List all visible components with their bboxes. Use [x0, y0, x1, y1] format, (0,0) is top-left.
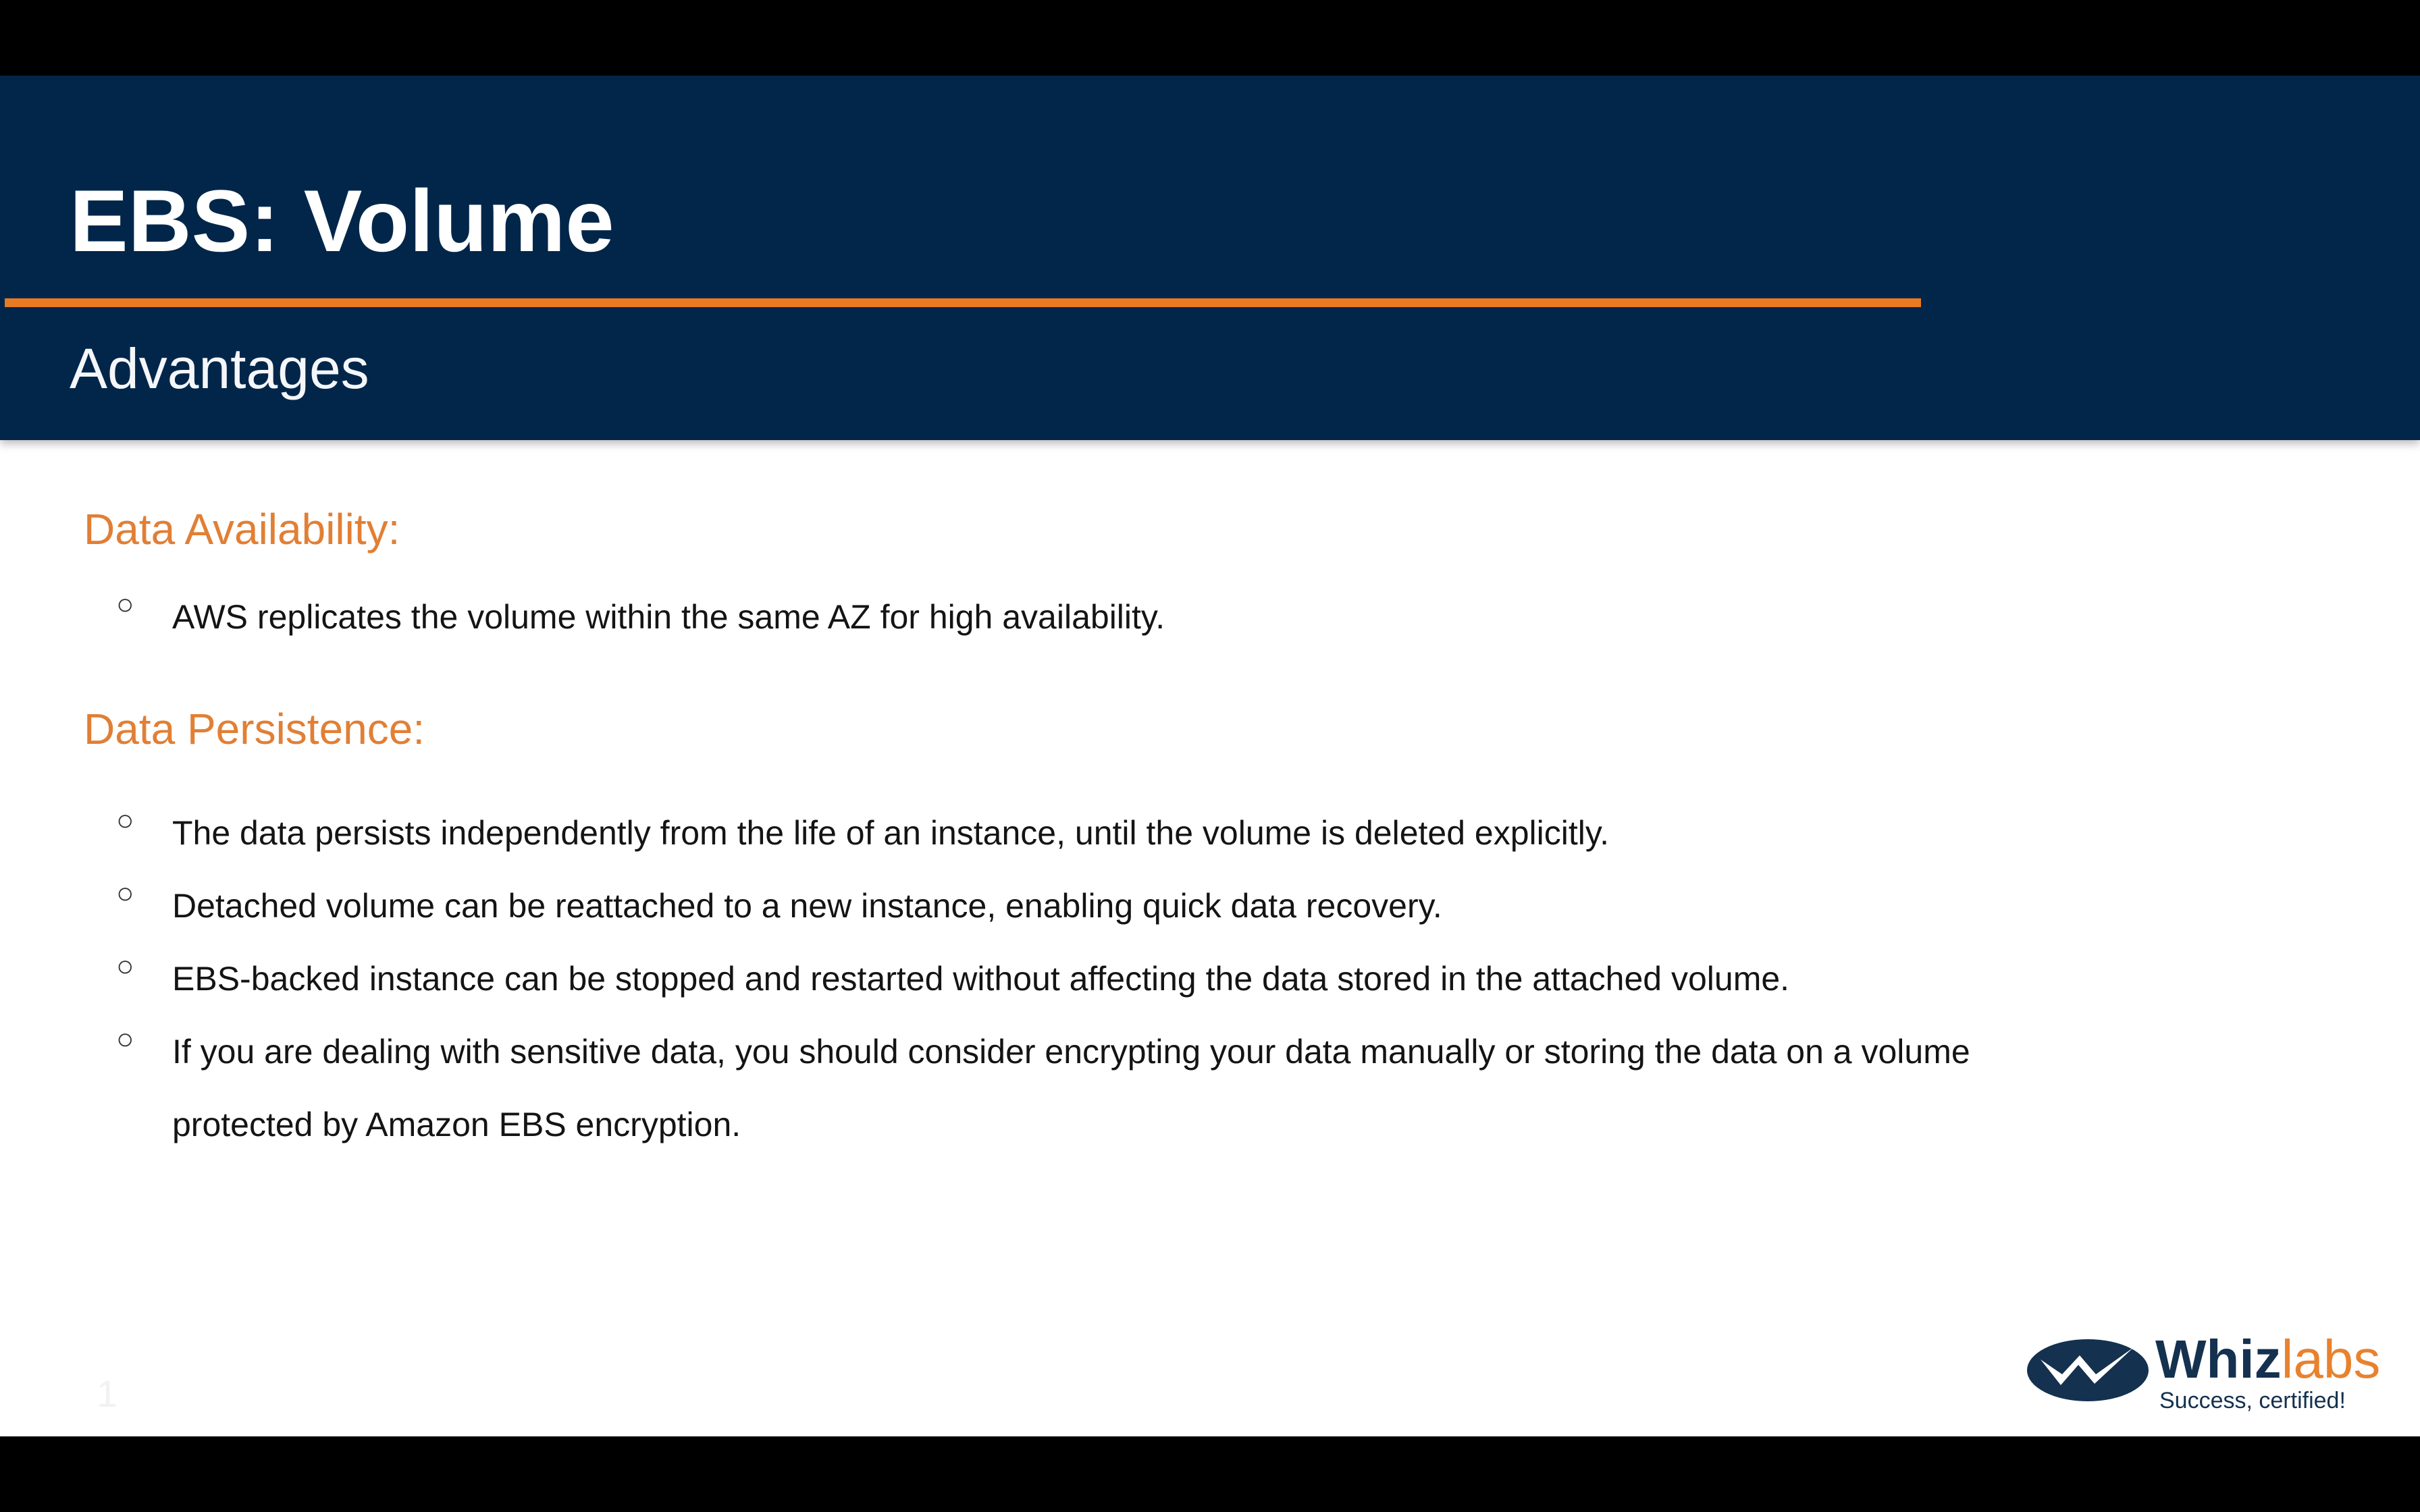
- bullet-circle-icon: ○: [116, 804, 134, 837]
- bullet-item: [0, 796, 2093, 869]
- section-heading: Data Persistence:: [84, 705, 425, 753]
- logo-tagline: Success, certified!: [2159, 1388, 2346, 1413]
- header-accent-rule: [5, 298, 1921, 307]
- bullet-circle-icon: ○: [116, 877, 134, 910]
- bullet-item: [0, 580, 2093, 653]
- bullet-circle-icon: ○: [116, 1023, 134, 1056]
- bullet-text: Detached volume can be reattached to a new instance, enabling quick data recovery.: [172, 887, 1442, 925]
- whizlabs-logo: [2026, 1329, 2381, 1413]
- section-heading: Data Availability:: [84, 505, 400, 554]
- bullet-item: [0, 1015, 2093, 1161]
- slide: [0, 76, 2420, 1436]
- slide-subtitle: Advantages: [70, 337, 369, 400]
- slide-title: EBS: Volume: [70, 171, 614, 270]
- bullet-text: AWS replicates the volume within the same AZ for high availability.: [172, 598, 1165, 636]
- bullet-circle-icon: ○: [116, 950, 134, 983]
- whizlabs-swoosh-icon: [2026, 1332, 2154, 1407]
- logo-word-labs: labs: [2281, 1329, 2381, 1389]
- bullet-text: If you are dealing with sensitive data, you should consider encrypting your data manually or storing the data on a volume protected by Amazon EBS encryption.: [172, 1033, 1970, 1143]
- letterbox-bottom: [0, 1436, 2420, 1512]
- logo-word-whiz: Whiz: [2155, 1329, 2282, 1389]
- bullet-list: [0, 796, 2093, 1161]
- slide-header: [0, 76, 2420, 440]
- bullet-list: [0, 580, 2093, 653]
- bullet-item: [0, 869, 2093, 942]
- bullet-circle-icon: ○: [116, 588, 134, 621]
- slide-number: 1: [97, 1372, 118, 1415]
- bullet-text: The data persists independently from the life of an instance, until the volume is deleted explicitly.: [172, 814, 1610, 852]
- letterbox-top: [0, 0, 2420, 76]
- bullet-text: EBS-backed instance can be stopped and restarted without affecting the data stored in the attached volume.: [172, 960, 1790, 998]
- bullet-item: [0, 942, 2093, 1015]
- logo-wordmark: [2155, 1329, 2381, 1389]
